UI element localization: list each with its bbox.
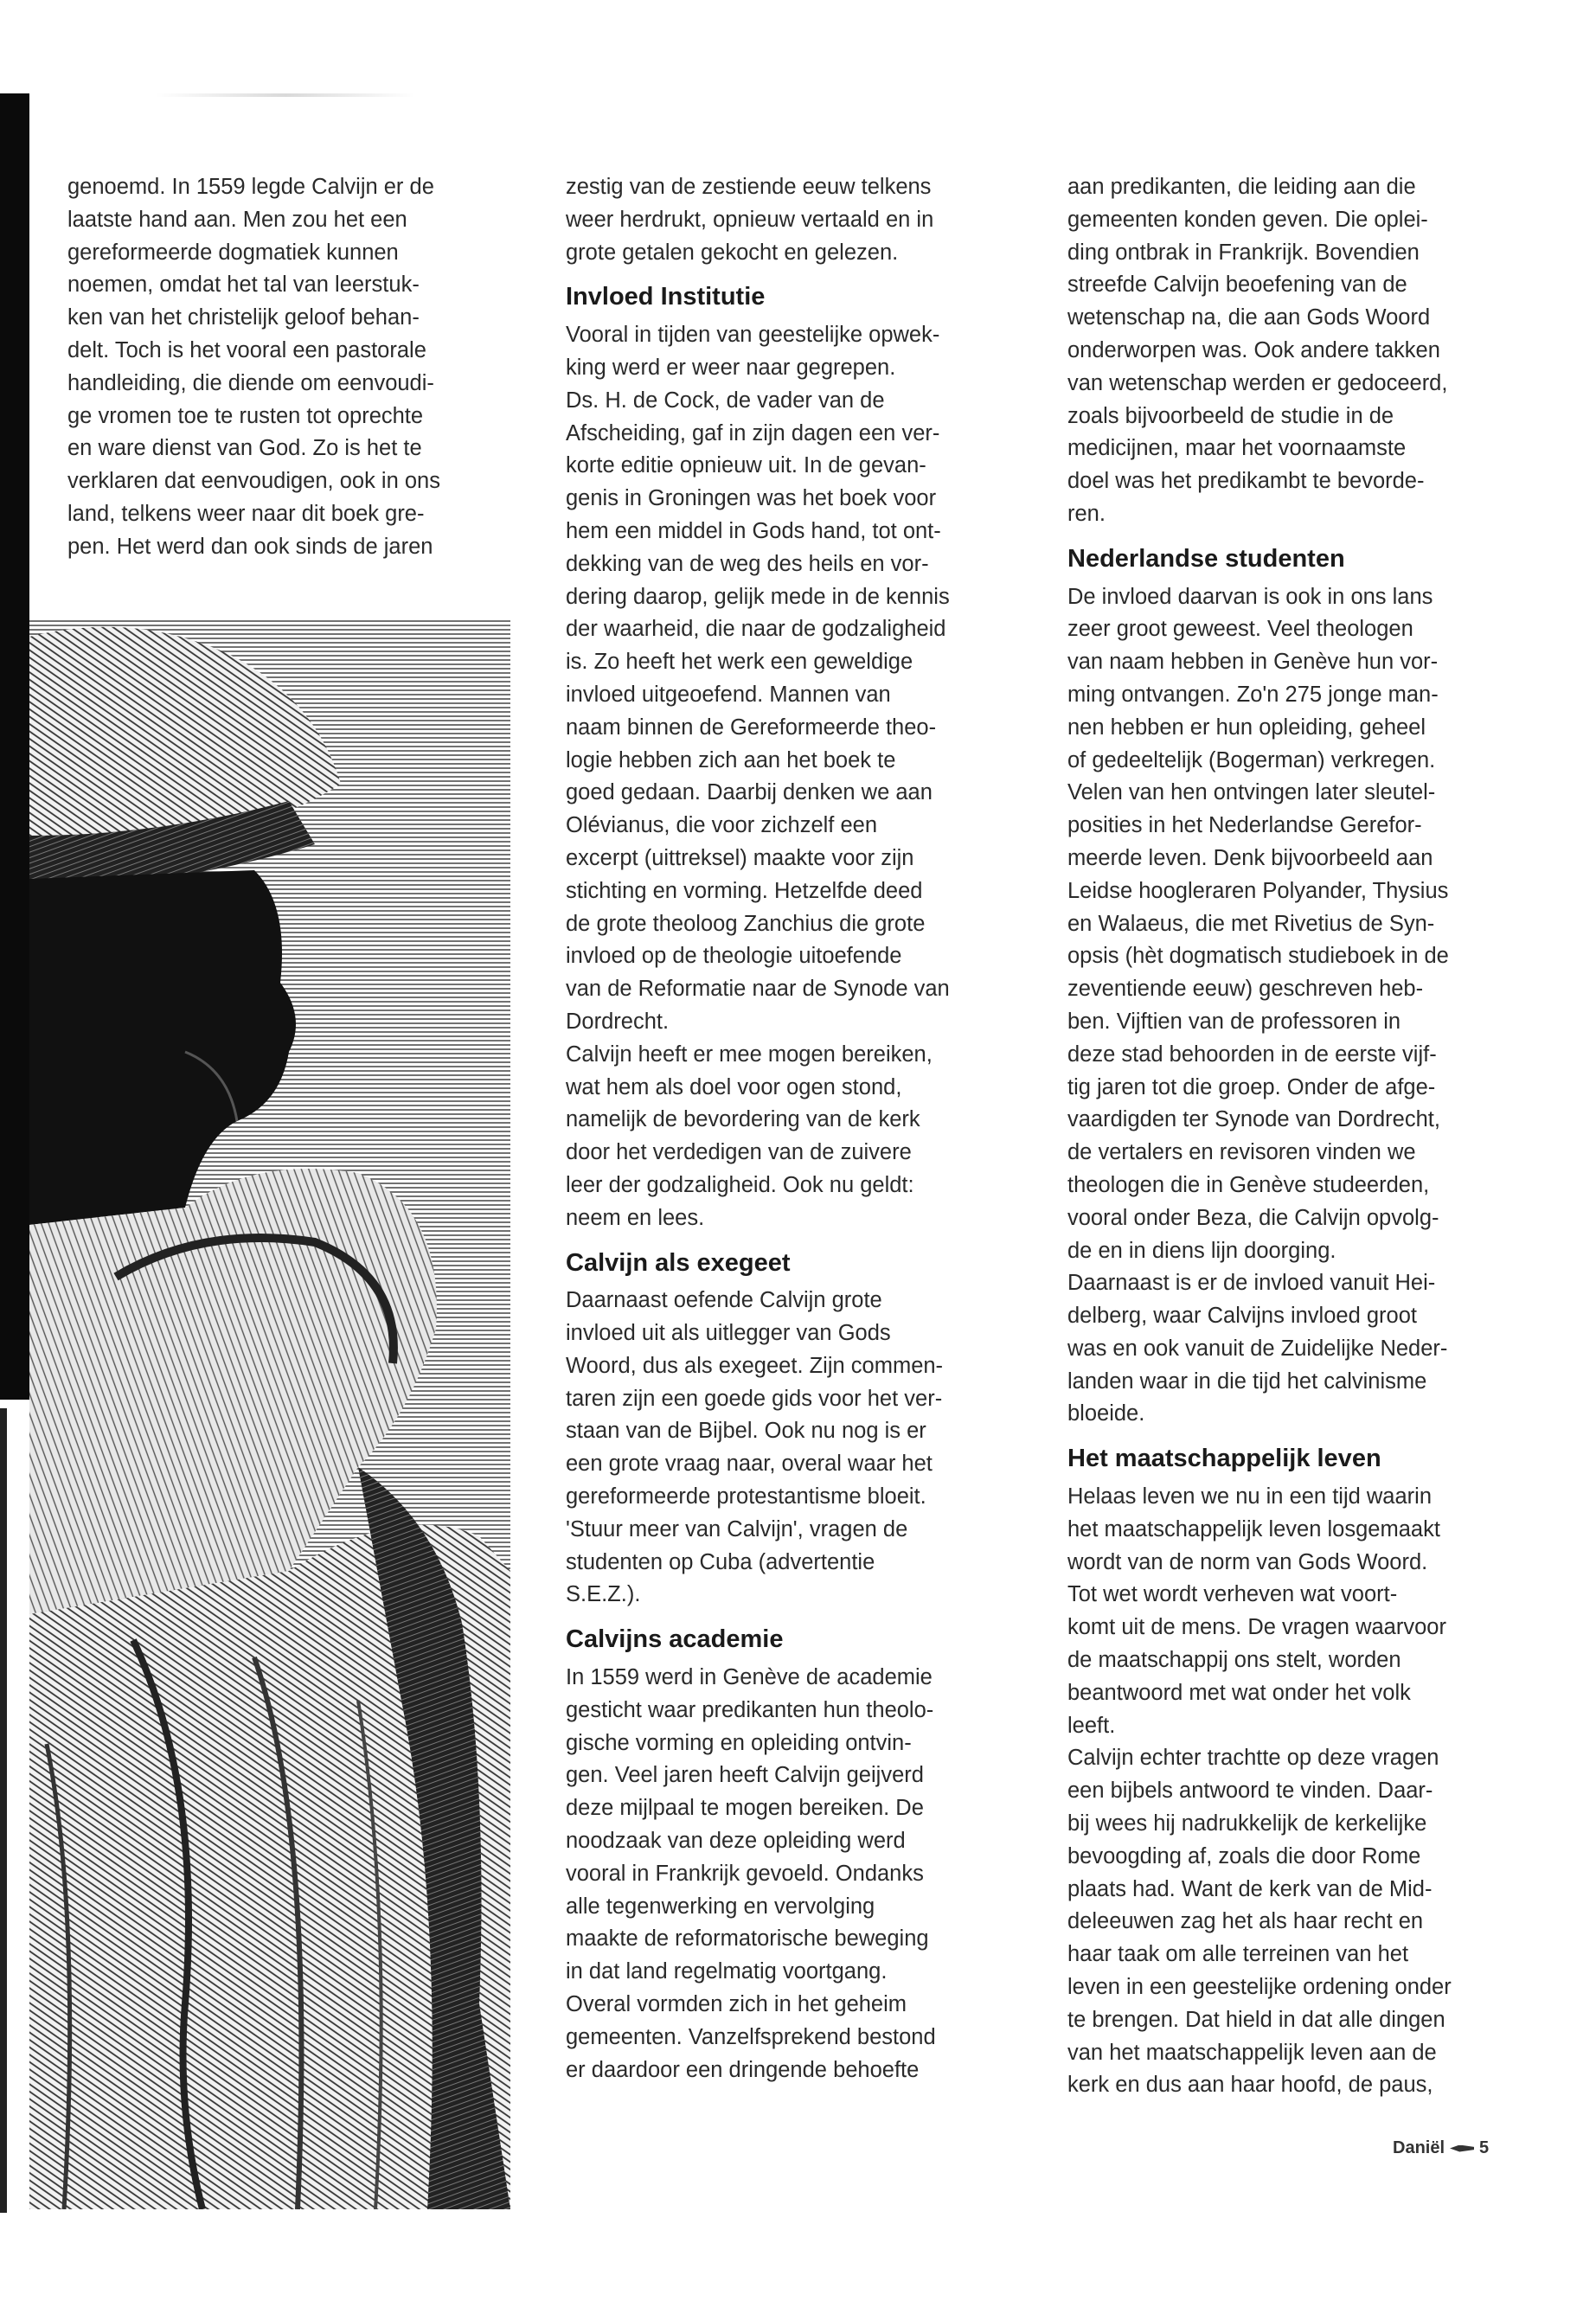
text-line: In 1559 werd in Genève de academie bbox=[566, 1665, 933, 1690]
text-line: kerk en dus aan haar hoofd, de paus, bbox=[1067, 2073, 1433, 2098]
text-line: Calvijn heeft er mee mogen bereiken, bbox=[566, 1042, 933, 1067]
text-line: wat hem als doel voor ogen stond, bbox=[566, 1074, 902, 1099]
text-line: vaardigden ter Synode van Dordrecht, bbox=[1067, 1107, 1440, 1132]
column-3 bbox=[1067, 171, 1521, 2102]
text-line: nen hebben er hun opleiding, geheel bbox=[1067, 715, 1426, 740]
text-line: genoemd. In 1559 legde Calvijn er de bbox=[67, 175, 434, 199]
text-line: te brengen. Dat hield in dat alle dingen bbox=[1067, 2007, 1445, 2032]
text-line: studenten op Cuba (advertentie bbox=[566, 1549, 875, 1574]
text-line: bij wees hij nadrukkelijk de kerkelijke bbox=[1067, 1811, 1427, 1836]
text-line: tig jaren tot die groep. Onder de afge- bbox=[1067, 1074, 1436, 1099]
text-line: gen. Veel jaren heeft Calvijn geijverd bbox=[566, 1763, 924, 1788]
text-line: gereformeerde dogmatiek kunnen bbox=[67, 240, 399, 265]
arrow-mark-icon bbox=[1450, 2145, 1474, 2152]
text-line: is. Zo heeft het werk een geweldige bbox=[566, 650, 913, 675]
text-line: De invloed daarvan is ook in ons lans bbox=[1067, 584, 1433, 609]
text-line: meerde leven. Denk bijvoorbeeld aan bbox=[1067, 845, 1433, 870]
text-line: haar taak om alle terreinen van het bbox=[1067, 1942, 1409, 1967]
text-line: een bijbels antwoord te vinden. Daar- bbox=[1067, 1779, 1433, 1804]
text-line: theologen die in Genève studeerden, bbox=[1067, 1172, 1430, 1197]
text-line: noemen, omdat het tal van leerstuk- bbox=[67, 272, 420, 298]
page-footer bbox=[1393, 2138, 1489, 2158]
text-line: genis in Groningen was het boek voor bbox=[566, 486, 937, 511]
text-line: laatste hand aan. Men zou het een bbox=[67, 207, 407, 232]
text-line: deze stad behoorden in de eerste vijf- bbox=[1067, 1042, 1437, 1067]
text-line: ding ontbrak in Frankrijk. Bovendien bbox=[1067, 240, 1420, 265]
text-line: gemeenten konden geven. Die oplei- bbox=[1067, 207, 1428, 232]
text-line: Olévianus, die voor zichzelf een bbox=[566, 813, 878, 838]
text-line: van het maatschappelijk leven aan de bbox=[1067, 2040, 1437, 2065]
text-line: naam binnen de Gereformeerde theo- bbox=[566, 715, 937, 740]
text-line: pen. Het werd dan ook sinds de jaren bbox=[67, 534, 433, 559]
text-line: zestig van de zestiende eeuw telkens bbox=[566, 175, 932, 199]
text-line: dering daarop, gelijk mede in de kennis bbox=[566, 584, 950, 609]
heading-invloed-institutie: Invloed Institutie bbox=[566, 283, 766, 311]
heading-calvijns-academie: Calvijns academie bbox=[566, 1625, 784, 1654]
text-line: stichting en vorming. Hetzelfde deed bbox=[566, 878, 923, 903]
text-line: vooral in Frankrijk gevoeld. Ondanks bbox=[566, 1861, 924, 1886]
text-line: onderworpen was. Ook andere takken bbox=[1067, 337, 1440, 362]
text-line: Afscheiding, gaf in zijn dagen een ver- bbox=[566, 420, 940, 445]
text-line: gesticht waar predikanten hun theolo- bbox=[566, 1697, 934, 1722]
text-line: of gedeeltelijk (Bogerman) verkregen. bbox=[1067, 747, 1436, 772]
scan-edge-lower bbox=[0, 1408, 7, 2213]
text-line: van de Reformatie naar de Synode van bbox=[566, 977, 950, 1002]
text-line: was en ook vanuit de Zuidelijke Neder- bbox=[1067, 1336, 1448, 1361]
text-line: taren zijn een goede gids voor het ver- bbox=[566, 1386, 943, 1411]
text-line: landen waar in die tijd het calvinisme bbox=[1067, 1368, 1427, 1394]
text-line: leeft. bbox=[1067, 1713, 1116, 1738]
text-line: invloed op de theologie uitoefende bbox=[566, 944, 902, 969]
text-line: invloed uitgeoefend. Mannen van bbox=[566, 682, 891, 707]
text-line: neem en lees. bbox=[566, 1205, 705, 1230]
text-line: bloeide. bbox=[1067, 1401, 1145, 1426]
scan-edge bbox=[0, 93, 29, 1400]
text-line: goed gedaan. Daarbij denken we aan bbox=[566, 780, 933, 805]
text-line: een grote vraag naar, overal waar het bbox=[566, 1452, 933, 1477]
text-line: der waarheid, die naar de godzaligheid bbox=[566, 617, 946, 642]
text-line: leer der godzaligheid. Ook nu geldt: bbox=[566, 1172, 914, 1197]
page-fold-shadow bbox=[156, 93, 415, 97]
text-line: grote getalen gekocht en gelezen. bbox=[566, 240, 899, 265]
text-line: Daarnaast is er de invloed vanuit Hei- bbox=[1067, 1271, 1436, 1296]
text-line: opsis (hèt dogmatisch studieboek in de bbox=[1067, 944, 1449, 969]
text-line: van wetenschap werden er gedoceerd, bbox=[1067, 370, 1448, 395]
text-line: zoals bijvoorbeeld de studie in de bbox=[1067, 403, 1394, 428]
text-line: hem een middel in Gods hand, tot ont- bbox=[566, 518, 941, 543]
text-line: de maatschappij ons stelt, worden bbox=[1067, 1648, 1401, 1673]
text-line: ben. Vijftien van de professoren in bbox=[1067, 1009, 1401, 1034]
text-line: het maatschappelijk leven losgemaakt bbox=[1067, 1516, 1440, 1541]
text-line: staan van de Bijbel. Ook nu nog is er bbox=[566, 1419, 926, 1444]
text-line: korte editie opnieuw uit. In de gevan- bbox=[566, 453, 926, 478]
text-line: gemeenten. Vanzelfsprekend bestond bbox=[566, 2024, 936, 2049]
text-line: Daarnaast oefende Calvijn grote bbox=[566, 1288, 882, 1313]
text-line: in dat land regelmatig voortgang. bbox=[566, 1959, 888, 1984]
text-line: streefde Calvijn beoefening van de bbox=[1067, 272, 1407, 298]
text-line: Overal vormden zich in het geheim bbox=[566, 1992, 907, 2017]
text-line: Tot wet wordt verheven wat voort- bbox=[1067, 1582, 1398, 1607]
text-line: beantwoord met wat onder het volk bbox=[1067, 1680, 1411, 1705]
text-line: Velen van hen ontvingen later sleutel- bbox=[1067, 780, 1436, 805]
heading-calvijn-als-exegeet: Calvijn als exegeet bbox=[566, 1248, 791, 1277]
heading-het-maatschappelijk-leven: Het maatschappelijk leven bbox=[1067, 1445, 1381, 1473]
column-2 bbox=[566, 171, 1016, 2086]
magazine-name: Daniël bbox=[1393, 2138, 1445, 2157]
text-line: wordt van de norm van Gods Woord. bbox=[1067, 1549, 1428, 1574]
text-line: Helaas leven we nu in een tijd waarin bbox=[1067, 1484, 1432, 1509]
text-line: de vertalers en revisoren vinden we bbox=[1067, 1140, 1416, 1165]
text-line: land, telkens weer naar dit boek gre- bbox=[67, 501, 425, 526]
text-line: gereformeerde protestantisme bloeit. bbox=[566, 1484, 926, 1509]
text-line: door het verdedigen van de zuivere bbox=[566, 1140, 912, 1165]
text-line: delberg, waar Calvijns invloed groot bbox=[1067, 1304, 1417, 1329]
text-line: alle tegenwerking en vervolging bbox=[566, 1894, 875, 1919]
text-line: Vooral in tijden van geestelijke opwek- bbox=[566, 323, 940, 348]
text-line: vooral onder Beza, die Calvijn opvolg- bbox=[1067, 1205, 1439, 1230]
text-line: en Walaeus, die met Rivetius de Syn- bbox=[1067, 911, 1435, 936]
text-line: 'Stuur meer van Calvijn', vragen de bbox=[566, 1516, 908, 1541]
text-line: S.E.Z.). bbox=[566, 1582, 641, 1607]
text-line: ge vromen toe te rusten tot oprechte bbox=[67, 403, 424, 428]
text-line: king werd er weer naar gegrepen. bbox=[566, 355, 896, 380]
text-line: dekking van de weg des heils en vor- bbox=[566, 551, 929, 576]
text-line: bevoogding af, zoals die door Rome bbox=[1067, 1843, 1421, 1868]
text-line: Calvijn echter trachtte op deze vragen bbox=[1067, 1746, 1439, 1771]
text-line: logie hebben zich aan het boek te bbox=[566, 747, 896, 772]
text-line: doel was het predikambt te bevorde- bbox=[1067, 469, 1425, 494]
text-line: van naam hebben in Genève hun vor- bbox=[1067, 650, 1439, 675]
text-line: weer herdrukt, opnieuw vertaald en in bbox=[566, 207, 934, 232]
text-line: zeventiende eeuw) geschreven heb- bbox=[1067, 977, 1424, 1002]
text-line: medicijnen, maar het voornaamste bbox=[1067, 436, 1407, 461]
text-line: zeer groot geweest. Veel theologen bbox=[1067, 617, 1413, 642]
text-line: aan predikanten, die leiding aan die bbox=[1067, 175, 1416, 199]
text-line: Dordrecht. bbox=[566, 1009, 670, 1034]
text-line: ken van het christelijk geloof behan- bbox=[67, 305, 420, 330]
text-line: de en in diens lijn doorging. bbox=[1067, 1238, 1336, 1263]
text-line: ming ontvangen. Zo'n 275 jonge man- bbox=[1067, 682, 1439, 707]
text-line: excerpt (uittreksel) maakte voor zijn bbox=[566, 845, 914, 870]
text-line: invloed uit als uitlegger van Gods bbox=[566, 1321, 891, 1346]
text-line: verklaren dat eenvoudigen, ook in ons bbox=[67, 469, 440, 494]
heading-nederlandse-studenten: Nederlandse studenten bbox=[1067, 544, 1345, 573]
text-line: ren. bbox=[1067, 501, 1106, 526]
text-line: posities in het Nederlandse Gerefor- bbox=[1067, 813, 1422, 838]
text-line: wetenschap na, die aan Gods Woord bbox=[1067, 305, 1431, 330]
column-1 bbox=[67, 171, 509, 564]
text-line: handleiding, die diende om eenvoudi- bbox=[67, 370, 434, 395]
text-line: Ds. H. de Cock, de vader van de bbox=[566, 388, 885, 413]
text-line: Woord, dus als exegeet. Zijn commen- bbox=[566, 1353, 944, 1378]
text-line: komt uit de mens. De vragen waarvoor bbox=[1067, 1615, 1446, 1640]
text-line: maakte de reformatorische beweging bbox=[566, 1926, 929, 1952]
text-line: gische vorming en opleiding ontvin- bbox=[566, 1730, 912, 1755]
text-line: noodzaak van deze opleiding werd bbox=[566, 1829, 906, 1854]
text-line: leven in een geestelijke ordening onder bbox=[1067, 1975, 1452, 2000]
text-line: deleeuwen zag het als haar recht en bbox=[1067, 1909, 1424, 1934]
page-number: 5 bbox=[1479, 2138, 1490, 2157]
calvin-portrait-icon bbox=[29, 619, 510, 2209]
text-line: namelijk de bevordering van de kerk bbox=[566, 1107, 920, 1132]
text-line: Leidse hoogleraren Polyander, Thysius bbox=[1067, 878, 1449, 903]
text-line: de grote theoloog Zanchius die grote bbox=[566, 911, 926, 936]
text-line: deze mijlpaal te mogen bereiken. De bbox=[566, 1796, 924, 1821]
text-line: plaats had. Want de kerk van de Mid- bbox=[1067, 1876, 1433, 1901]
text-line: er daardoor een dringende behoefte bbox=[566, 2057, 920, 2082]
text-line: delt. Toch is het vooral een pastorale bbox=[67, 337, 426, 362]
text-line: en ware dienst van God. Zo is het te bbox=[67, 436, 422, 461]
